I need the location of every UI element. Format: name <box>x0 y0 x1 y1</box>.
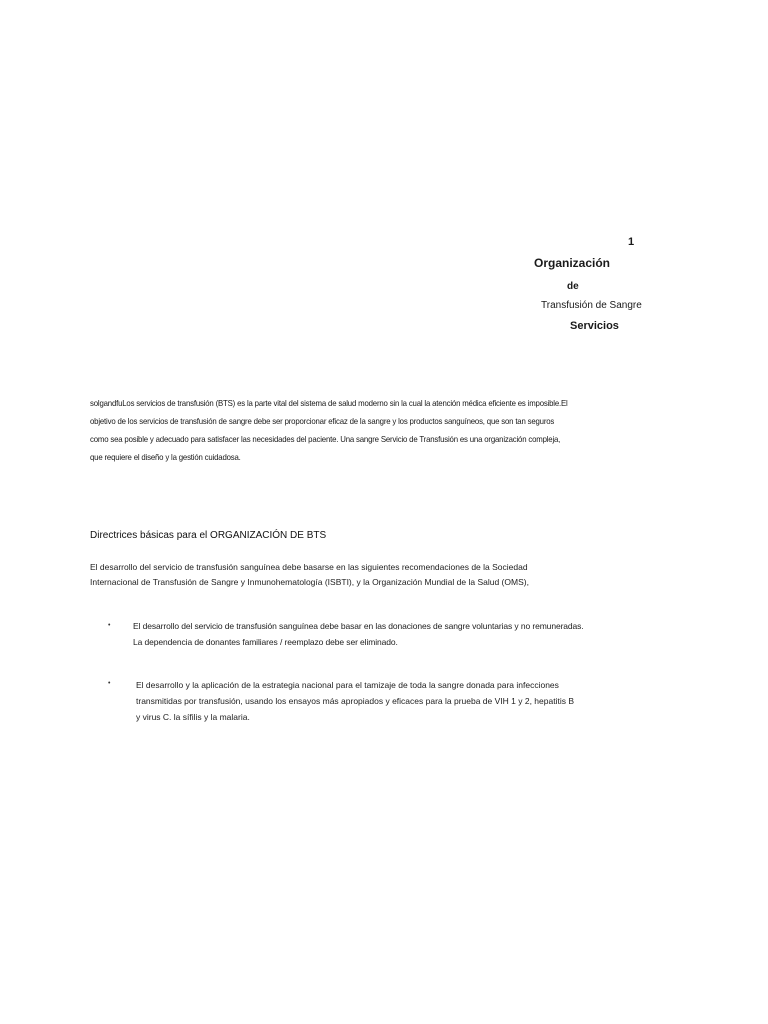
intro-line: solgandfuLos servicios de transfusión (BTS) es la parte vital del sistema de salud moderno sin la cual la atención médica eficiente es imposible.El <box>90 398 568 408</box>
bullet-text-line: transmitidas por transfusión, usando los ensayos más apropiados y eficaces para la prueba de VIH 1 y 2, hepatitis B <box>136 696 574 706</box>
chapter-title-line-3: Transfusión de Sangre <box>541 300 642 311</box>
section-paragraph-line: El desarrollo del servicio de transfusión sanguínea debe basarse en las siguientes recomendaciones de la Sociedad <box>90 562 528 572</box>
bullet-marker: • <box>108 680 111 687</box>
intro-line: como sea posible y adecuado para satisfacer las necesidades del paciente. Una sangre Servicio de Transfusión es una organización compleja, <box>90 434 561 444</box>
bullet-text-line: El desarrollo y la aplicación de la estrategia nacional para el tamizaje de toda la sangre donada para infecciones <box>136 680 559 690</box>
chapter-title-line-1: Organización <box>534 256 611 270</box>
intro-line: que requiere el diseño y la gestión cuidadosa. <box>90 452 241 462</box>
bullet-text-line: El desarrollo del servicio de transfusión sanguínea debe basar en las donaciones de sangre voluntarias y no remuneradas. <box>133 621 584 631</box>
chapter-title-line-4: Servicios <box>570 320 619 332</box>
chapter-title-line-2: de <box>567 281 579 292</box>
intro-line: objetivo de los servicios de transfusión de sangre debe ser proporcionar eficaz de la sangre y los productos sanguíneos, que son tan seguros <box>90 416 555 426</box>
bullet-marker: • <box>108 622 111 629</box>
bullet-text-line: y virus C. la sífilis y la malaria. <box>136 712 250 722</box>
chapter-number: 1 <box>628 236 635 248</box>
section-paragraph-line: Internacional de Transfusión de Sangre y Inmunohematología (ISBTI), y la Organización Mundial de la Salud (OMS), <box>90 577 529 587</box>
section-heading: Directrices básicas para el ORGANIZACIÓN DE BTS <box>90 530 327 541</box>
bullet-text-line: La dependencia de donantes familiares / reemplazo debe ser eliminado. <box>133 637 398 647</box>
